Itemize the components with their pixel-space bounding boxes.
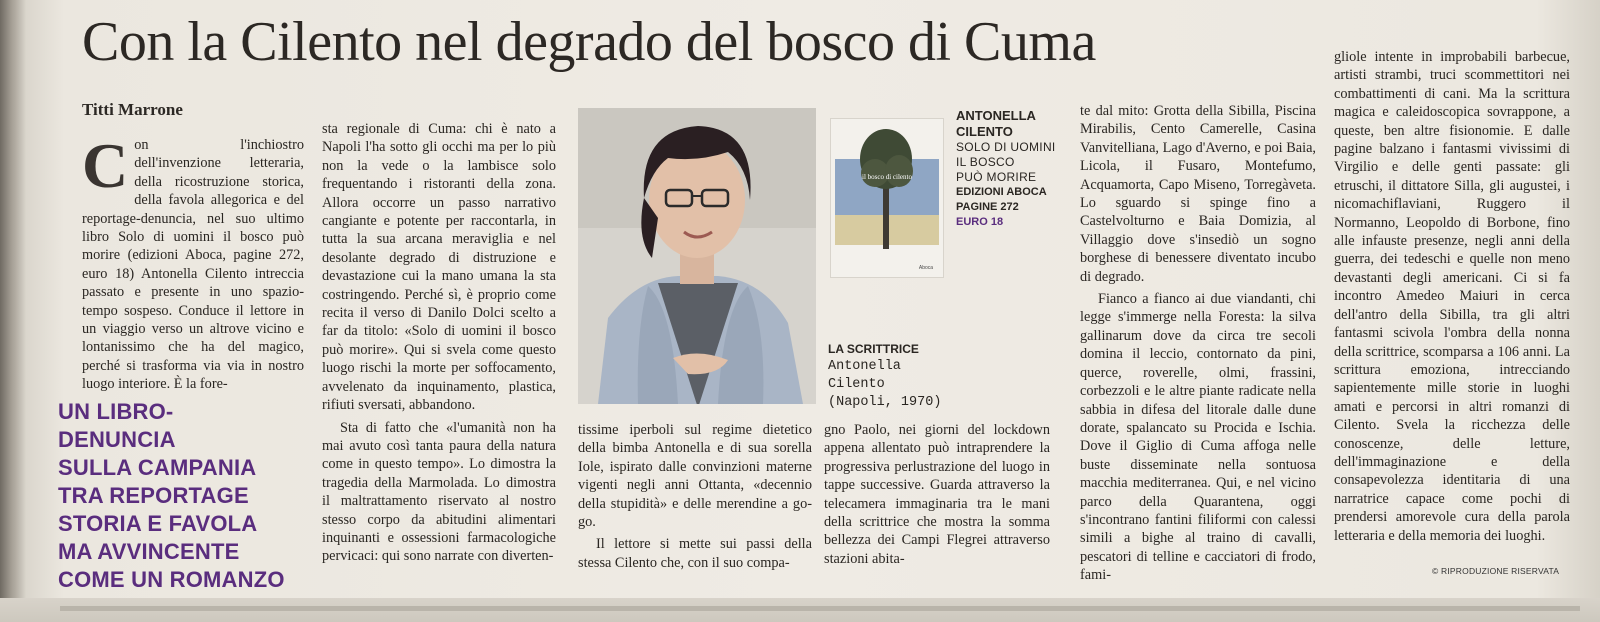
article-column-5 bbox=[1080, 102, 1316, 585]
pull-quote-line: MA AVVINCENTE bbox=[58, 539, 240, 564]
column-4-text: gno Paolo, nei giorni del lockdown appena allentato può intraprendere la progressiva perlustrazione del luogo in tappe successive. Guarda attraverso la telecamera immaginaria tra le mani della scrittrice che mostra la somma bellezza dei Campi Flegrei attraverso stazioni abita- bbox=[824, 422, 1050, 567]
column-6-text: gliole intente in improbabili barbecue, artisti strambi, truci scommettitori nei combattimenti di cani. Ma la scrittura magica e caleidoscopica sovrappone, a queste, ben altre fisionomie. E dalle pagine balzano i fantasmi vivissimi di Virgilio e delle genti passate: gli etruschi, il dittatore Silla, gli augustei, i nicomachiflaviani, Ruggero il Normanno, Leopoldo di Borbone, fino alle infauste presenze, negli anni della guerra, dei tedeschi e quelle non meno devastanti degli americani. Ci si fa incontro Amedeo Maiuri in cerca dell'antro della Sibilla, tra gli altri fantasmi scivola l'ombra della nonna della scrittrice, scomparsa a 106 anni. La scrittura emoziona, intrecciando sapientemente mille storie in luoghi amati e percorsi in altri romanzi di Cilento. Svela la ricchezza delle conoscenze, delle letture, dell'immaginazione e della consapevolezza identitaria di una narratrice capace come pochi di prendersi amorevole cura della parola letteraria e della memoria dei luoghi. bbox=[1334, 49, 1570, 544]
pull-quote bbox=[58, 398, 288, 594]
book-cover-illustration bbox=[831, 119, 943, 277]
article-column-4 bbox=[824, 421, 1050, 568]
book-cover-title: il bosco di cilento bbox=[862, 173, 912, 181]
column-5-paragraph: Fianco a fianco ai due viandanti, chi legge s'immerge nella Foresta: la silva gallinarum dove da circa tre secoli domina il leccio, contornato da pini, querce, roverelle, olmi, frassini, corbezzoli e le altre piante radicate nella sabbia in difesa del litorale dalle dune dorate, spalancato su Procida e Ischia. Dove il Giglio di Cuma affoga nelle buste disseminate nella sontuosa macchia mediterranea. Qui, e nel vicino parco della Quarantena, oggi s'incontrano fantini filiformi con calessi simili a bighe al traino di cavalli, pescatori di telline e cacciatori di frodo, fami- bbox=[1080, 291, 1316, 584]
book-pages: PAGINE 272 bbox=[956, 201, 1019, 213]
book-cover bbox=[830, 118, 944, 278]
page-bottom-rule bbox=[60, 606, 1580, 611]
column-2-paragraph: Sta di fatto che «l'umanità non ha mai avuto così tanta paura della natura come in questo tempo». Lo dimostra la tragedia della Marmolada. Lo dimostra il maltrattamento riservato al nostro stesso corpo da abitudini alimentari inquinanti e ossessioni farmacologiche pervicaci: qui sono narrate con diverten- bbox=[322, 419, 556, 565]
column-3-paragraph: tissime iperboli sul regime dietetico della bimba Antonella e di sua sorella Iole, ispirato dalle convinzioni materne vigenti negli anni Ottanta, «decennio della stupidità» e delle merendine a go-go. bbox=[578, 422, 812, 531]
pull-quote-line: TRA REPORTAGE bbox=[58, 483, 249, 508]
caption-detail: (Napoli, 1970) bbox=[828, 395, 942, 410]
article-column-2 bbox=[322, 120, 556, 566]
article-headline: Con la Cilento nel degrado del bosco di Cuma bbox=[82, 11, 1096, 73]
caption-label: LA SCRITTRICE bbox=[828, 342, 919, 356]
pull-quote-line: UN LIBRO-DENUNCIA bbox=[58, 399, 176, 452]
book-author: ANTONELLA bbox=[956, 108, 1036, 123]
photo-caption bbox=[828, 340, 968, 412]
page-fold-shadow bbox=[0, 0, 26, 622]
author-portrait-illustration bbox=[578, 108, 816, 404]
article-column-3 bbox=[578, 421, 812, 572]
copyright-notice: © RIPRODUZIONE RISERVATA bbox=[1432, 566, 1560, 576]
caption-name: Cilento bbox=[828, 377, 885, 392]
author-photo bbox=[578, 108, 816, 404]
column-2-paragraph: sta regionale di Cuma: chi è nato a Napoli l'ha sotto gli occhi ma per lo più non la vede o la lambisce solo frequentando i ristoranti della zona. Allora occorre un passo narrativo cangiante e potente per raccontarla, in tutta la sua arcana meraviglia e nel desolante degrado di distruzione e devastazione cui la mano umana la sta costringendo. Perché sì, è proprio come recita il verso di Danilo Dolci scelto a far da titolo: «Solo di uomini il bosco può morire». Qui si svela come questo luogo rischi la morte per soffocamento, avvelenato da inquinamento, plastica, rifiuti sversati, abbandono. bbox=[322, 121, 556, 414]
drop-cap: C bbox=[82, 130, 129, 201]
pull-quote-line: SULLA CAMPANIA bbox=[58, 455, 257, 480]
caption-name: Antonella bbox=[828, 359, 901, 374]
column-1-text: on l'inchiostro dell'invenzione letteraria, della ricostruzione storica, della favola allegorica e del reportage-denuncia, nel suo ultimo libro Solo di uomini il bosco può morire (edizioni Aboca, pagine 272, euro 18) Antonella Cilento intreccia passato e presente in uno spazio-tempo sospeso. Conduce il lettore in un viaggio verso un altrove vicino e lontanissimo che ha del magico, perché si trasforma via via in nostro luogo interiore. È la fore- bbox=[82, 137, 304, 393]
book-info bbox=[956, 108, 1066, 230]
book-title: SOLO DI UOMINI bbox=[956, 140, 1056, 154]
article-column-6 bbox=[1334, 48, 1570, 545]
article-column-1 bbox=[82, 130, 304, 394]
pull-quote-line: STORIA E FAVOLA bbox=[58, 511, 258, 536]
book-title: PUÒ MORIRE bbox=[956, 170, 1037, 184]
book-cover-publisher: Aboca bbox=[918, 265, 934, 271]
pull-quote-line: COME UN ROMANZO bbox=[58, 567, 285, 592]
column-3-paragraph: Il lettore si mette sui passi della stessa Cilento che, con il suo compa- bbox=[578, 536, 812, 571]
article-byline: Titti Marrone bbox=[82, 100, 183, 119]
book-author: CILENTO bbox=[956, 124, 1013, 139]
book-title: IL BOSCO bbox=[956, 155, 1015, 169]
column-5-paragraph: te dal mito: Grotta della Sibilla, Piscina Mirabilis, Cento Camerelle, Casina Vanvitelliana, Lago d'Averno, e poi Baia, Licola, il Fusaro, Montefumo, Acquamorta, Capo Miseno, Torregàveta. Lo sguardo si spinge fino a Castelvolturno e Baia Domizia, al Villaggio dove s'insediò un sogno borghese di benessere diventato incubo di degrado. bbox=[1080, 103, 1316, 285]
book-publisher: EDIZIONI ABOCA bbox=[956, 186, 1047, 198]
book-price: EURO 18 bbox=[956, 216, 1004, 228]
